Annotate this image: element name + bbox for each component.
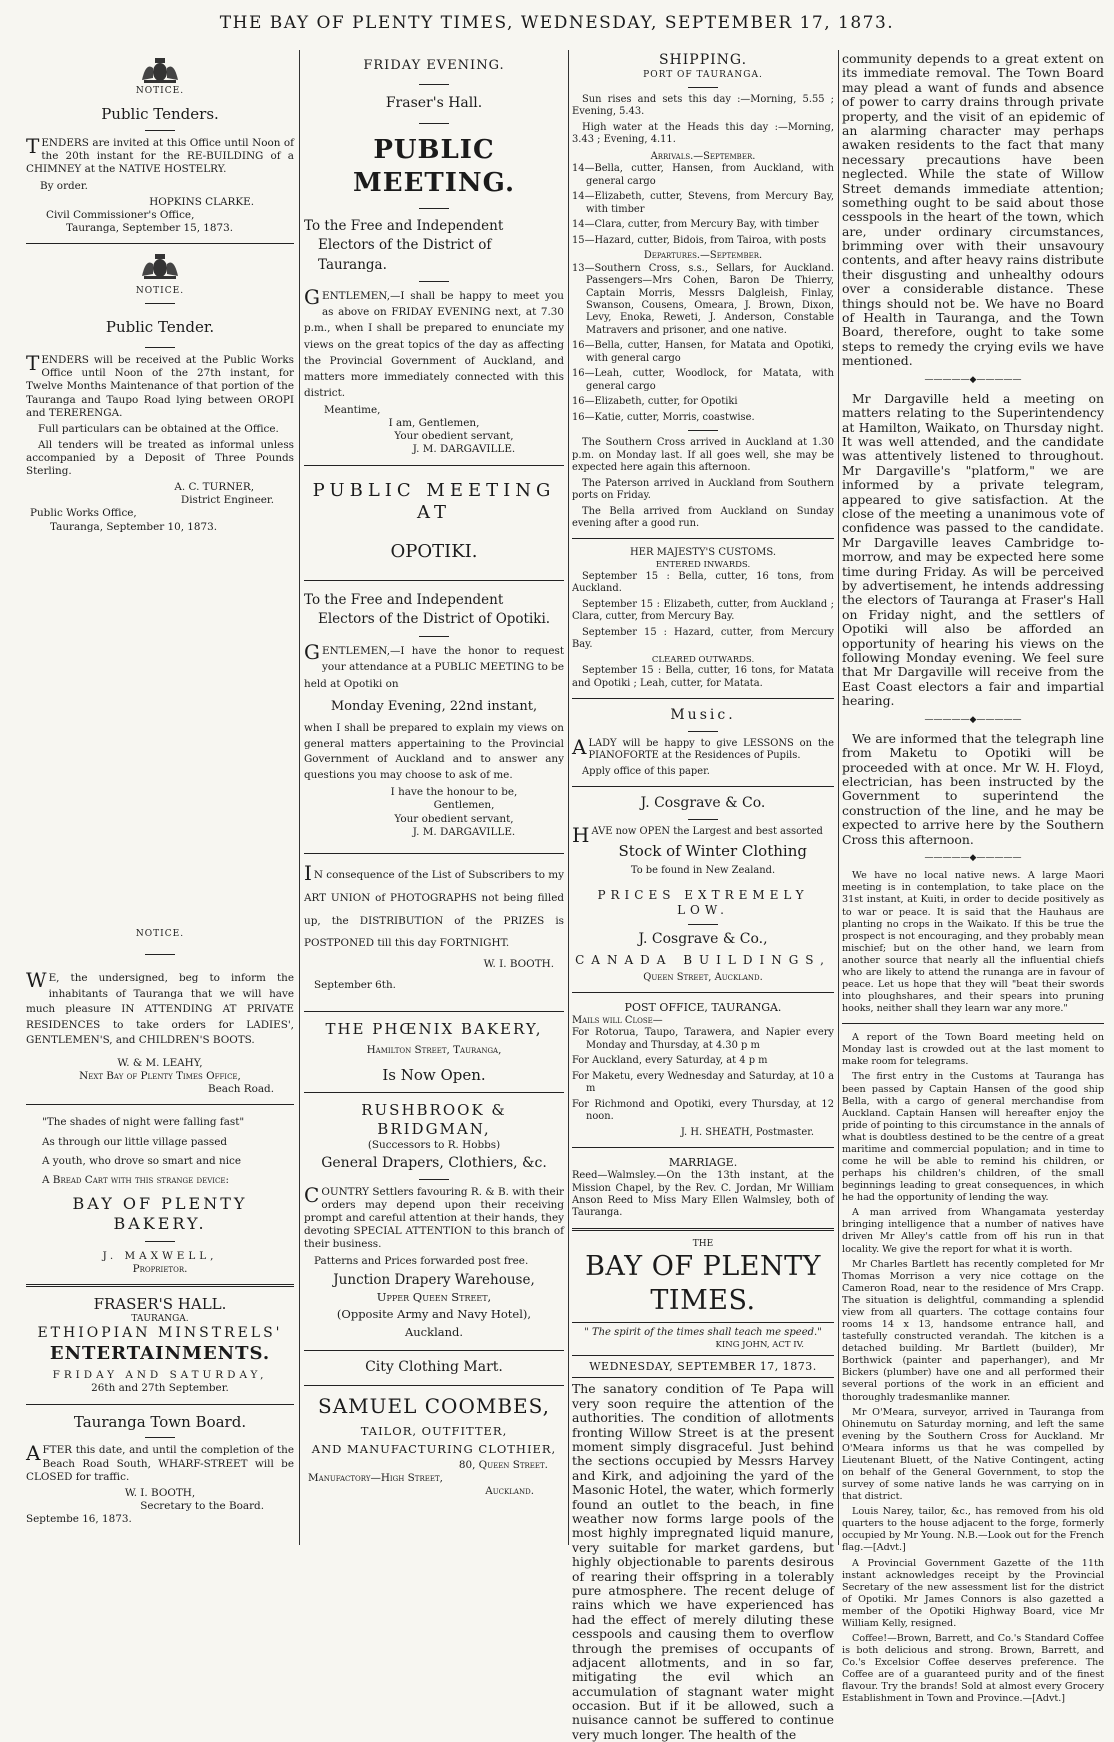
cosgrave-name: J. Cosgrave & Co. — [640, 795, 766, 812]
board-date: Septembe 16, 1873. — [26, 1513, 132, 1526]
notice-subheading: Public Tender. — [105, 318, 215, 337]
ornament-divider: —————◆————— — [924, 374, 1022, 385]
column-rule — [299, 50, 300, 1545]
coombes-city: Auckland. — [485, 1484, 534, 1497]
meeting-close: Gentlemen, — [433, 799, 495, 812]
departures-heading: Departures.—September. — [643, 250, 763, 262]
meeting-place: OPOTIKI. — [390, 540, 478, 562]
phoenix-title: THE PHŒNIX BAKERY, — [325, 1019, 543, 1038]
board-signer: W. I. BOOTH, — [124, 1486, 196, 1499]
leader-the: THE — [692, 1238, 714, 1249]
arrival-entry: 14—Bella, cutter, Hansen, from Auckland, with general cargo — [572, 163, 834, 187]
music-body: Apply office of this paper. — [582, 765, 710, 777]
news-telegraph: We are informed that the telegraph line from Maketu to Opotiki will be proceeded with at once. Mr W. H. Floyd, electrician, has been instructed by the Government to superintend the construction of the line, and he may be expected to arrive here by the Southern Cross this afternoon. — [842, 730, 1104, 847]
coombes-trade: AND MANUFACTURING CLOTHIER, — [311, 1441, 557, 1456]
phoenix-address: Hamilton Street, Tauranga, — [366, 1044, 502, 1057]
news-bartlett: Mr Charles Bartlett has recently completed for Mr Thomas Morrison a very nice cottage on the Cameron Road, near to the residence of Mrs Crapp. The situation is delightful, commanding a splendid view from all quarters. The cottage contains four rooms 14 x 13, handsome entrance hall, and tastefully constructed verandah. The kitchen is a detached building. Mr Bartlett (builder), Mr Borthwick (painter and paperhanger), and Mr Bickers (plumber) have one and all performed their several portions of the work in an efficient and thoroughly tradesmanlike manner. — [842, 1258, 1104, 1403]
masthead: THE BAY OF PLENTY TIMES, WEDNESDAY, SEPTEMBER 17, 1873. — [219, 13, 895, 33]
post-signer: J. H. SHEATH, Postmaster. — [680, 1126, 814, 1138]
rushbrook-trade: General Drapers, Clothiers, &c. — [321, 1155, 547, 1172]
notice-signer: W. & M. LEAHY, — [117, 1057, 203, 1069]
notice-signer: A. C. TURNER, — [174, 481, 254, 494]
bakery-signer: J. MAXWELL, — [102, 1249, 218, 1262]
meeting-title: PUBLIC MEETING. — [352, 135, 516, 198]
artunion-body: IN consequence of the List of Subscribers to my ART UNION of PHOTOGRAPHS not being filled up, the DISTRIBUTION of the PRIZES is POSTPONED till this day FORTNIGHT. — [304, 860, 564, 950]
bakery-title: BAY OF PLENTY BAKERY. — [72, 1194, 248, 1234]
meeting-to: To the Free and Independent Electors of the District of Tauranga. — [304, 217, 504, 273]
notice-heading: NOTICE. — [135, 928, 185, 939]
meeting-close: Your obedient servant, — [394, 430, 514, 443]
coombes-factory: Manufactory—High Street, — [308, 1471, 443, 1484]
marriage-body: Reed—Walmsley.—On the 13th instant, at the Mission Chapel, by the Rev. C. Jordan, Mr William Anson Reed to Miss Mary Ellen Walmsley, both of Tauranga. — [572, 1170, 834, 1219]
bakery-role: Proprietor. — [132, 1262, 188, 1275]
notice-date: Tauranga, September 15, 1873. — [66, 221, 234, 234]
frasers-dates: FRIDAY AND SATURDAY, — [52, 1369, 268, 1382]
coombes-mart: City Clothing Mart. — [365, 1359, 503, 1376]
meeting-signer: J. M. DARGAVILLE. — [412, 443, 516, 456]
motto-source: KING JOHN, ACT IV. — [715, 1339, 804, 1350]
rushbrook-body: Patterns and Prices forwarded post free. — [314, 1254, 529, 1267]
news-omeara: Mr O'Meara, surveyor, arrived in Tauranga from Ohinemutu on Saturday morning, and left the same evening by the Southern Cross for Auckland. Mr O'Meara informs us that he was compelled by Lieutenant Bluett, of the Native Contingent, acting on behalf of the General Government, to stop the survey of some native lands he was carrying on in that district. — [842, 1406, 1104, 1503]
shipping-note: The Paterson arrived in Auckland from Southern ports on Friday. — [572, 477, 834, 502]
rushbrook-warehouse: Junction Drapery Warehouse, — [333, 1271, 535, 1288]
customs-outwards: CLEARED OUTWARDS. — [651, 654, 755, 665]
notice-address: Beach Road. — [207, 1083, 274, 1096]
arrivals-list — [572, 163, 834, 247]
notice-signer: HOPKINS CLARKE. — [149, 195, 254, 208]
news-report: A report of the Town Board meeting held on Monday last is crowded out at the last moment to make room for telegrams. — [842, 1032, 1104, 1068]
rushbrook-body: COUNTRY Settlers favouring R. & B. with their orders may depend upon their receiving prompt and careful attention at their hands, they devoting SPECIAL ATTENTION to this branch of their business. — [304, 1183, 564, 1251]
customs-inwards: ENTERED INWARDS. — [655, 560, 751, 571]
shipping-port: PORT OF TAURANGA. — [643, 69, 763, 80]
artunion-date: September 6th. — [314, 979, 396, 992]
post-line: For Auckland, every Saturday, at 4 p m — [572, 1055, 768, 1067]
rushbrook-address: (Opposite Army and Navy Hotel), — [336, 1307, 532, 1322]
shipping-sun: Sun rises and sets this day :—Morning, 5.55 ; Evening, 5.43. — [572, 93, 834, 118]
artunion-signer: W. I. BOOTH. — [483, 958, 554, 971]
post-close: Mails will Close— — [572, 1015, 663, 1026]
leader-continued: community depends to a great extent on its immediate removal. The Town Board may plead a want of funds and absence of power to carry drains through private property, and the visit of an epidemic of an alarming character may perhaps awaken residents to the fact that many necessary precautions have been neglected. While the state of Willow Street demands immediate attention; something ought to be said about those cesspools in the heart of the town, which are, under ordinary circumstances, brimming over with their unsavoury contents, and after heavy rains distribute their disgusting and unhealthy odours over a considerable distance. These things should not be. We have no Board of Health in Tauranga, and the Town Board, therefore, ought to take some steps to remedy the crying evils we have mentioned. — [842, 51, 1104, 369]
meeting-when: FRIDAY EVENING. — [363, 58, 505, 73]
departures-list — [572, 263, 834, 425]
meeting-body: when I shall be prepared to explain my views on general matters appertaining to the Provincial Government of Auckland and to answer any questions you may choose to ask of me. — [304, 721, 564, 781]
rushbrook-address: Auckland. — [404, 1325, 464, 1340]
frasers-dates: 26th and 27th September. — [91, 1382, 229, 1395]
departure-entry: 13—Southern Cross, s.s., Sellars, for Auckland. Passengers—Mrs Cohen, Baron De Thierry, Captain Morris, Messrs Dalgleish, Finlay, Swanson, Cousens, Omeara, J. Brown, Dixon, Levy, Enoka, Reweti, J. Anderson, Constable Matravers and prisoner, and one native. — [572, 262, 834, 336]
column-2 — [304, 52, 564, 1544]
shipping-tide: High water at the Heads this day :—Morning, 3.43 ; Evening, 4.11. — [572, 121, 834, 146]
rushbrook-address: Upper Queen Street, — [376, 1289, 492, 1304]
frasers-place: TAURANGA. — [131, 1313, 189, 1324]
ornament-divider: —————◆————— — [924, 852, 1022, 863]
customs-entry: September 15 : Elizabeth, cutter, from Auckland ; Clara, cutter, from Mercury Bay. — [572, 598, 834, 623]
frasers-line: ETHIOPIAN MINSTRELS' — [37, 1325, 283, 1342]
paper-name: BAY OF PLENTY TIMES. — [585, 1251, 821, 1317]
cosgrave-buildings: CANADA BUILDINGS, — [575, 952, 831, 967]
cosgrave-prices: PRICES EXTREMELY LOW. — [597, 887, 809, 917]
notice-p3: All tenders will be treated as informal unless accompanied by a Deposit of Three Pounds Sterling. — [26, 438, 294, 478]
notice-date: Tauranga, September 10, 1873. — [50, 520, 218, 533]
royal-crest-icon — [138, 252, 182, 280]
post-line: For Maketu, every Wednesday and Saturday, at 10 a m — [572, 1070, 834, 1095]
meeting-body: GENTLEMEN,—I have the honor to request your attendance at a PUBLIC MEETING to be held at Opotiki on — [304, 639, 564, 690]
meeting-signer: J. M. DARGAVILLE. — [412, 825, 516, 838]
coombes-trade: TAILOR, OUTFITTER, — [360, 1423, 508, 1438]
frasers-line: ENTERTAINMENTS. — [49, 1342, 271, 1364]
poem-line: A youth, who drove so smart and nice — [42, 1154, 241, 1167]
column-rule — [568, 50, 569, 1545]
board-body: AFTER this date, and until the completion of the Beach Road South, WHARF-STREET will be CLOSED for traffic. — [26, 1441, 294, 1483]
notice-heading: NOTICE. — [135, 86, 185, 96]
notice-heading: NOTICE. — [135, 285, 185, 296]
meeting-close: Your obedient servant, — [394, 812, 514, 825]
poem-line: A Bread Cart with this strange device: — [42, 1174, 230, 1187]
meeting-close: I have the honour to be, — [390, 786, 518, 799]
post-line: For Rotorua, Taupo, Tarawera, and Napier every Monday and Thursday, at 4.30 p m — [572, 1027, 834, 1051]
phoenix-open: Is Now Open. — [382, 1065, 486, 1084]
departure-entry: 16—Leah, cutter, Woodlock, for Matata, with general cargo — [572, 368, 834, 392]
frasers-heading: FRASER'S HALL. — [93, 1294, 227, 1313]
news-coffee: Coffee!—Brown, Barrett, and Co.'s Standard Coffee is both delicious and strong. Brown, Barrett, and Co.'s Excelsior Coffee deserves preference. The Coffee are of a guaranteed purity and of the finest flavour. Try the brands! Sold at almost every Grocery Establishment in Town and Province.—[Advt.] — [842, 1632, 1104, 1705]
music-heading: Music. — [670, 707, 736, 724]
leader-date: WEDNESDAY, SEPTEMBER 17, 1873. — [589, 1359, 817, 1373]
ornament-divider: —————◆————— — [924, 714, 1022, 725]
notice-title: District Engineer. — [180, 494, 274, 507]
news-dargaville: Mr Dargaville held a meeting on matters relating to the Superintendency at Hamilton, Waikato, on Thursday night. It was well attended, and the candidate was attentively listened to throughout. Mr Dargaville's "platform," we are informed by a private telegram, appeared to give satisfaction. At the close of the meeting a unanimous vote of confidence was passed to the candidate. Mr Dargaville leaves Cambridge to-morrow, and may be expected here some time during Friday. As will be perceived by advertisement, he intends addressing the electors of Tauranga at Fraser's Hall on Friday night, and the settlers of Opotiki will also be afforded an opportunity of hearing his views on the following Monday evening. We feel sure that Mr Dargaville will receive from the East Coast electors a fair and impartial hearing. — [842, 390, 1104, 709]
notice-by-order: By order. — [40, 179, 88, 192]
notice-office: Civil Commissioner's Office, — [46, 208, 195, 221]
customs-entry: September 15 : Bella, cutter, 16 tons, from Auckland. — [572, 570, 834, 595]
rushbrook-title: RUSHBROOK & BRIDGMAN, — [361, 1101, 507, 1139]
motto: " The spirit of the times shall teach me speed." — [584, 1327, 822, 1339]
arrival-entry: 15—Hazard, cutter, Bidois, from Tairoa, with posts — [572, 234, 827, 246]
coombes-address: 80, Queen Street. — [458, 1458, 548, 1471]
meeting-close: I am, Gentlemen, — [388, 417, 480, 430]
post-line: For Richmond and Opotiki, every Thursday, at 12 noon. — [572, 1098, 834, 1123]
notice-body: WE, the undersigned, beg to inform the inhabitants of Tauranga that we will have much pleasure IN ATTENDING AT PRIVATE RESIDENCES to take orders for LADIES', GENTLEMEN'S, and CHILDREN'S BOOTS. — [26, 967, 294, 1047]
music-body: ALADY will be happy to give LESSONS on the PIANOFORTE at the Residences of Pupils. — [572, 734, 834, 762]
board-heading: Tauranga Town Board. — [73, 1412, 247, 1431]
meeting-to: To the Free and Independent Electors of the District of Opotiki. — [304, 591, 551, 628]
cosgrave-name: J. Cosgrave & Co., — [638, 930, 768, 947]
rushbrook-sub: (Successors to R. Hobbs) — [367, 1139, 501, 1152]
news-customs: The first entry in the Customs at Tauranga has been passed by Captain Hansen of the good ship Bella, with a cargo of general merchandise from Auckland. Captain Hansen will hereafter enjoy the pride of pointing to this circumstance in the annals of what is doubtless destined to be the centre of a great maritime and commercial population; and in time to come he will be able to remind his children, or perhaps his children's children, of the small beginnings leading to great consequences, in which he had the opportunity of lending the way. — [842, 1071, 1104, 1204]
arrival-entry: 14—Clara, cutter, from Mercury Bay, with timber — [572, 219, 819, 231]
notice-subheading: Public Tenders. — [101, 105, 219, 124]
leader-body: The sanatory condition of Te Papa will very soon require the attention of the authorities. The condition of allotments fronting Willow Street is at the present moment simply disgraceful. Just behind the sections occupied by Messrs Harvey and Kirk, and adjoining the yard of the Masonic Hotel, the water, which formerly found an outlet to the beach, in fine weather now forms large pools of the most highly impregnated liquid manure, very suitable for market gardens, but highly objectionable to parents desirous of rearing their offspring in a tolerably pure atmosphere. The recent deluge of rains which we have experienced has had the effect of merely diluting these cesspools and causing them to overflow through the premises of occupants of adjacent allotments, and in so far, mitigating the evil which an accumulation of stagnant water might occasion. But if it be allowed, such a nuisance cannot be suffered to continue very much longer. The health of the — [572, 1381, 834, 1742]
customs-heading: HER MAJESTY'S CUSTOMS. — [629, 547, 777, 559]
arrival-entry: 14—Elizabeth, cutter, Stevens, from Mercury Bay, with timber — [572, 191, 834, 215]
meeting-when: Monday Evening, 22nd instant, — [330, 698, 538, 714]
column-rule — [838, 50, 839, 1545]
notice-body: TENDERS will be received at the Public Works Office until Noon of the 27th instant, for Twelve Months Maintenance of that portion of the Tauranga and Taupo Road lying between OROPI and TERERENGA. — [26, 351, 294, 419]
notice-address: Next Bay of Plenty Times Office, — [79, 1070, 241, 1083]
poem-line: "The shades of night were falling fast" — [42, 1116, 245, 1129]
coombes-name: SAMUEL COOMBES, — [318, 1393, 550, 1418]
notice-body: TENDERS are invited at this Office until Noon of the 20th instant for the RE-BUILDING of a CHIMNEY at the NATIVE HOSTELRY. — [26, 134, 294, 176]
shipping-note: The Southern Cross arrived in Auckland at 1.30 p.m. on Monday last. If all goes well, she may be expected here again this afternoon. — [572, 437, 834, 474]
meeting-where: Fraser's Hall. — [385, 95, 483, 112]
post-heading: POST OFFICE, TAURANGA. — [624, 1001, 782, 1015]
news-gazette: A Provincial Government Gazette of the 11th instant acknowledges receipt by the Provincial Secretary of the new assessment list for the district of Opotiki. Mr James Connors is also gazetted a member of the Opotiki Highway Board, vice Mr William Kelly, resigned. — [842, 1557, 1104, 1629]
royal-crest-icon — [138, 56, 182, 84]
shipping-heading: SHIPPING. — [658, 52, 748, 68]
cosgrave-body: HAVE now OPEN the Largest and best assorted — [572, 822, 823, 847]
arrivals-heading: Arrivals.—September. — [650, 150, 756, 162]
news-native: We have no local native news. A large Maori meeting is in contemplation, to take place on the 31st instant, at Kuiti, in order to decide positively as to war or peace. It is said that the Hauhaus are planting no crops in the Waikato. If this be true the prospect is not encouraging, and they probably mean mischief; but on the other hand, we learn from another source that nearly all the influential chiefs who are likely to attend the runanga are in favour of peace. Let us hope that they will "beat their swords into ploughshares, and their spears into pruning hooks, neither shall they learn war any more." — [842, 870, 1104, 1015]
customs-entry: September 15 : Hazard, cutter, from Mercury Bay. — [572, 626, 834, 651]
poem-line: As through our little village passed — [42, 1135, 228, 1148]
departure-entry: 16—Elizabeth, cutter, for Opotiki — [572, 396, 738, 408]
departure-entry: 16—Bella, cutter, Hansen, for Matata and Opotiki, with general cargo — [572, 340, 834, 364]
shipping-note: The Bella arrived from Auckland on Sunday evening after a good run. — [572, 505, 834, 530]
column-1 — [26, 52, 294, 1544]
departure-entry: 16—Katie, cutter, Morris, coastwise. — [572, 411, 755, 423]
notice-p2: Full particulars can be obtained at the Office. — [38, 422, 279, 435]
news-narey: Louis Narey, tailor, &c., has removed from his old quarters to the house adjacent to the forge, formerly occupied by Mr Young. N.B.—Look out for the French flag.—[Advt.] — [842, 1506, 1104, 1554]
board-title: Secretary to the Board. — [140, 1499, 264, 1512]
news-whangamata: A man arrived from Whangamata yesterday bringing intelligence that a number of natives have driven Mr Alley's cattle from off his run in that locality. We give the report for what it is worth. — [842, 1207, 1104, 1255]
cosgrave-found: To be found in New Zealand. — [630, 865, 776, 877]
post-lines — [572, 1027, 834, 1123]
cosgrave-address: Queen Street, Auckland. — [643, 971, 763, 983]
meeting-title: PUBLIC MEETING AT — [312, 479, 556, 524]
meeting-meantime: Meantime, — [324, 404, 381, 417]
column-3 — [572, 52, 834, 1742]
column-4 — [842, 51, 1104, 1705]
meeting-body: GENTLEMEN,—I shall be happy to meet you as above on FRIDAY EVENING next, at 7.30 p.m., when I shall be prepared to enunciate my views on the great topics of the day as affecting the Provincial Government of Auckland, and matters more immediately connected with this district. — [304, 285, 564, 399]
marriage-heading: MARRIAGE. — [668, 1156, 738, 1170]
customs-entry: September 15 : Bella, cutter, 16 tons, for Matata and Opotiki ; Leah, cutter, for Matata. — [572, 665, 834, 689]
cosgrave-stock: Stock of Winter Clothing — [618, 842, 807, 861]
notice-office: Public Works Office, — [30, 507, 137, 520]
